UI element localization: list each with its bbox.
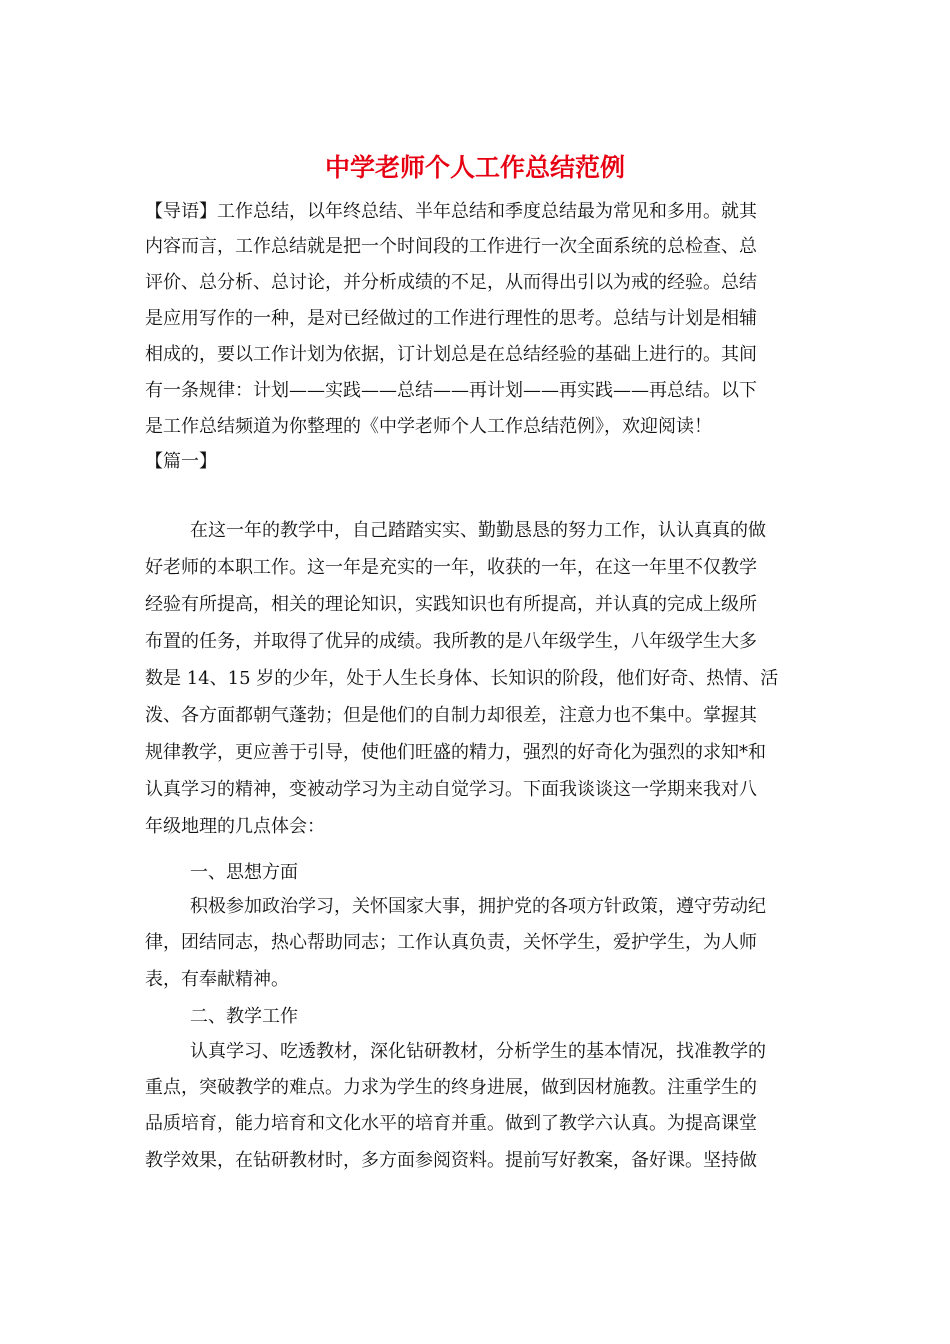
text-line: 【导语】工作总结，以年终总结、半年总结和季度总结最为常见和多用。就其 xyxy=(145,201,757,222)
section-heading: 二、教学工作 xyxy=(190,1006,298,1027)
section-heading: 【篇一】 xyxy=(145,451,217,472)
section-heading: 一、思想方面 xyxy=(190,862,298,883)
text-line: 布置的任务，并取得了优异的成绩。我所教的是八年级学生，八年级学生大多 xyxy=(145,631,757,652)
text-line: 认真学习、吃透教材，深化钻研教材，分析学生的基本情况，找准教学的 xyxy=(190,1041,766,1062)
text-line: 认真学习的精神，变被动学习为主动自觉学习。下面我谈谈这一学期来我对八 xyxy=(145,779,757,800)
text-line: 评价、总分析、总讨论，并分析成绩的不足，从而得出引以为戒的经验。总结 xyxy=(145,272,757,293)
text-line: 是应用写作的一种，是对已经做过的工作进行理性的思考。总结与计划是相辅 xyxy=(145,308,757,329)
text-line: 在这一年的教学中，自己踏踏实实、勤勤恳恳的努力工作，认认真真的做 xyxy=(190,520,766,541)
text-line: 有一条规律：计划——实践——总结——再计划——再实践——再总结。以下 xyxy=(145,380,757,401)
text-line: 规律教学，更应善于引导，使他们旺盛的精力，强烈的好奇化为强烈的求知*和 xyxy=(145,742,766,763)
text-line: 品质培育，能力培育和文化水平的培育并重。做到了教学六认真。为提高课堂 xyxy=(145,1113,757,1134)
text-line: 积极参加政治学习，关怀国家大事，拥护党的各项方针政策，遵守劳动纪 xyxy=(190,896,766,917)
text-line: 表，有奉献精神。 xyxy=(145,969,289,990)
text-line: 泼、各方面都朝气蓬勃；但是他们的自制力却很差，注意力也不集中。掌握其 xyxy=(145,705,757,726)
document-title: 中学老师个人工作总结范例 xyxy=(324,153,625,182)
text-line: 好老师的本职工作。这一年是充实的一年，收获的一年，在这一年里不仅教学 xyxy=(145,557,757,578)
text-line: 重点，突破教学的难点。力求为学生的终身进展，做到因材施教。注重学生的 xyxy=(145,1077,757,1098)
text-line: 是工作总结频道为你整理的《中学老师个人工作总结范例》，欢迎阅读！ xyxy=(145,416,712,437)
text-line: 律，团结同志，热心帮助同志；工作认真负责，关怀学生，爱护学生，为人师 xyxy=(145,932,757,953)
text-line: 数是 14、15 岁的少年，处于人生长身体、长知识的阶段，他们好奇、热情、活 xyxy=(145,668,779,689)
text-line: 内容而言，工作总结就是把一个时间段的工作进行一次全面系统的总检查、总 xyxy=(145,236,757,257)
text-line: 经验有所提高，相关的理论知识，实践知识也有所提高，并认真的完成上级所 xyxy=(145,594,757,615)
text-line: 年级地理的几点体会： xyxy=(145,816,325,837)
text-line: 教学效果，在钻研教材时，多方面参阅资料。提前写好教案，备好课。坚持做 xyxy=(145,1150,757,1171)
text-line: 相成的，要以工作计划为依据，订计划总是在总结经验的基础上进行的。其间 xyxy=(145,344,757,365)
